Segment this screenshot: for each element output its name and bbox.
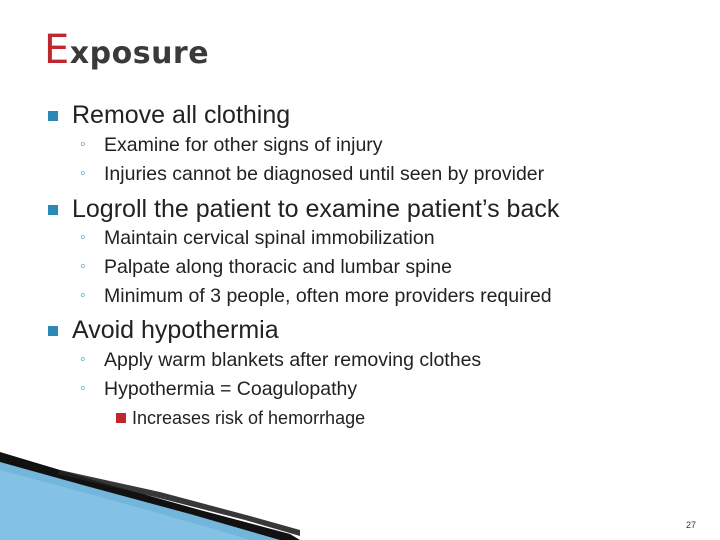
sub-sub-bullet-text: Increases risk of hemorrhage <box>132 408 366 428</box>
circle-bullet-icon: ◦ <box>80 287 86 304</box>
sub-bullet-text: Hypothermia = Coagulopathy <box>104 378 358 400</box>
title-first-letter: E <box>44 27 70 73</box>
sub-bullet-text: Minimum of 3 people, often more providers required <box>104 285 552 307</box>
bullet-text: Avoid hypothermia <box>72 316 279 344</box>
circle-bullet-icon: ◦ <box>80 258 86 275</box>
swoosh-light-band <box>0 470 250 540</box>
circle-bullet-icon: ◦ <box>80 380 86 397</box>
circle-bullet-icon: ◦ <box>80 351 86 368</box>
title-rest: xposure <box>69 36 210 71</box>
sub-bullet-text: Examine for other signs of injury <box>104 134 383 156</box>
sub-bullet-text: Palpate along thoracic and lumbar spine <box>104 256 452 278</box>
sub-bullet-text: Maintain cervical spinal immobilization <box>104 227 435 249</box>
circle-bullet-icon: ◦ <box>80 165 86 182</box>
page-number: 27 <box>686 520 697 530</box>
bullet-text: Logroll the patient to examine patient’s back <box>72 195 560 223</box>
sub-bullet-text: Injuries cannot be diagnosed until seen by provider <box>104 163 545 185</box>
bullet-text: Remove all clothing <box>72 101 291 129</box>
sub-bullet-text: Apply warm blankets after removing clothes <box>104 349 482 371</box>
circle-bullet-icon: ◦ <box>80 136 86 153</box>
circle-bullet-icon: ◦ <box>80 229 86 246</box>
